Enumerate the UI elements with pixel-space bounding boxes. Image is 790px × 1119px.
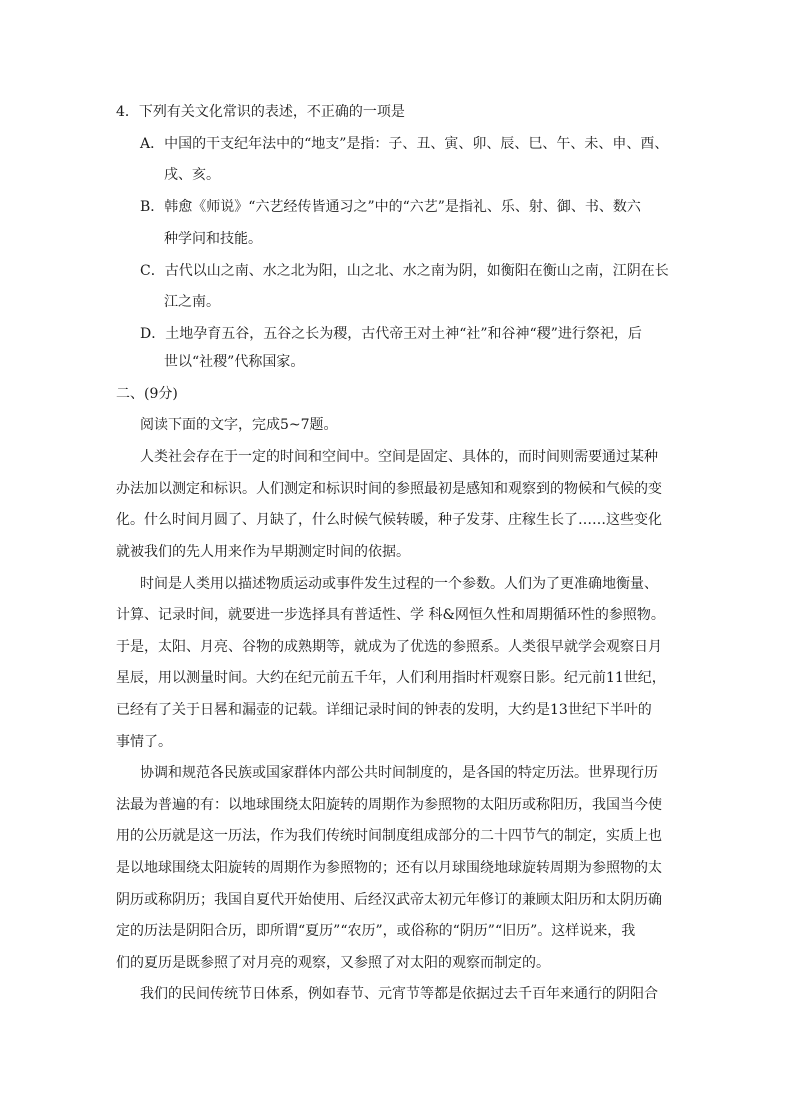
option-b-line2: 种学问和技能。	[164, 231, 262, 247]
option-d-line2: 世以“社稷”代称国家。	[164, 354, 305, 370]
option-a-line1: A．中国的干支纪年法中的“地支”是指：子、丑、寅、卯、辰、巳、午、未、申、酉、	[140, 136, 669, 152]
passage-p2-line: 星辰，用以测量时间。大约在纪元前五千年，人们利用指时杆观察日影。纪元前11世纪，	[116, 670, 666, 686]
passage-p1-line: 化。什么时间月圆了、月缺了，什么时候气候转暖，种子发芽、庄稼生长了……这些变化	[116, 512, 662, 528]
option-c-line1: C．古代以山之南、水之北为阳，山之北、水之南为阴，如衡阳在衡山之南，江阴在长	[140, 263, 669, 279]
passage-p3-line: 是以地球围绕太阳旋转的周期作为参照物的；还有以月球围绕地球旋转周期为参照物的太	[116, 860, 662, 876]
passage-p2-line: 计算、记录时间，就要进一步选择具有普适性、学 科&网恒久性和周期循环性的参照物。	[116, 607, 665, 623]
option-b-line1: B．韩愈《师说》“六艺经传皆通习之”中的“六艺”是指礼、乐、射、御、书、数六	[140, 199, 641, 215]
section-instruction: 阅读下面的文字，完成5~7题。	[140, 417, 338, 433]
passage-p3-line: 阴历或称阴历；我国自夏代开始使用、后经汉武帝太初元年修订的兼顾太阳历和太阴历确	[116, 892, 662, 908]
passage-p1-line: 人类社会存在于一定的时间和空间中。空间是固定、具体的，而时间则需要通过某种	[140, 449, 658, 465]
passage-p3-line: 定的历法是阴阳合历，即所谓“夏历”“农历”，或俗称的“阴历”“旧历”。这样说来，我	[116, 923, 636, 939]
passage-p2-line: 已经有了关于日晷和漏壶的记载。详细记录时间的钟表的发明，大约是13世纪下半叶的	[116, 702, 652, 718]
section-heading: 二、(9分)	[116, 386, 178, 402]
option-a-line2: 戌、亥。	[164, 167, 220, 183]
passage-p2-line: 于是，太阳、月亮、谷物的成熟期等，就成为了优选的参照系。人类很早就学会观察日月	[116, 639, 662, 655]
passage-p1-line: 办法加以测定和标识。人们测定和标识时间的参照最初是感知和观察到的物候和气候的变	[116, 481, 662, 497]
passage-p3-line: 法最为普遍的有：以地球围绕太阳旋转的周期作为参照物的太阳历或称阳历，我国当今使	[116, 797, 662, 813]
passage-p4-line: 我们的民间传统节日体系，例如春节、元宵节等都是依据过去千百年来通行的阴阳合	[140, 986, 658, 1002]
passage-p2-line: 事情了。	[116, 734, 172, 750]
passage-p1-line: 就被我们的先人用来作为早期测定时间的依据。	[116, 544, 410, 560]
passage-p3-line: 协调和规范各民族或国家群体内部公共时间制度的，是各国的特定历法。世界现行历	[140, 765, 658, 781]
question-stem: 4．下列有关文化常识的表述，不正确的一项是	[116, 104, 405, 120]
option-d-line1: D．土地孕育五谷，五谷之长为稷，古代帝王对土神“社”和谷神“稷”进行祭祀，后	[140, 326, 642, 342]
passage-p3-line: 们的夏历是既参照了对月亮的观察，又参照了对太阳的观察而制定的。	[116, 955, 550, 971]
passage-p2-line: 时间是人类用以描述物质运动或事件发生过程的一个参数。人们为了更准确地衡量、	[140, 576, 658, 592]
passage-p3-line: 用的公历就是这一历法，作为我们传统时间制度组成部分的二十四节气的制定，实质上也	[116, 828, 662, 844]
option-c-line2: 江之南。	[164, 294, 220, 310]
